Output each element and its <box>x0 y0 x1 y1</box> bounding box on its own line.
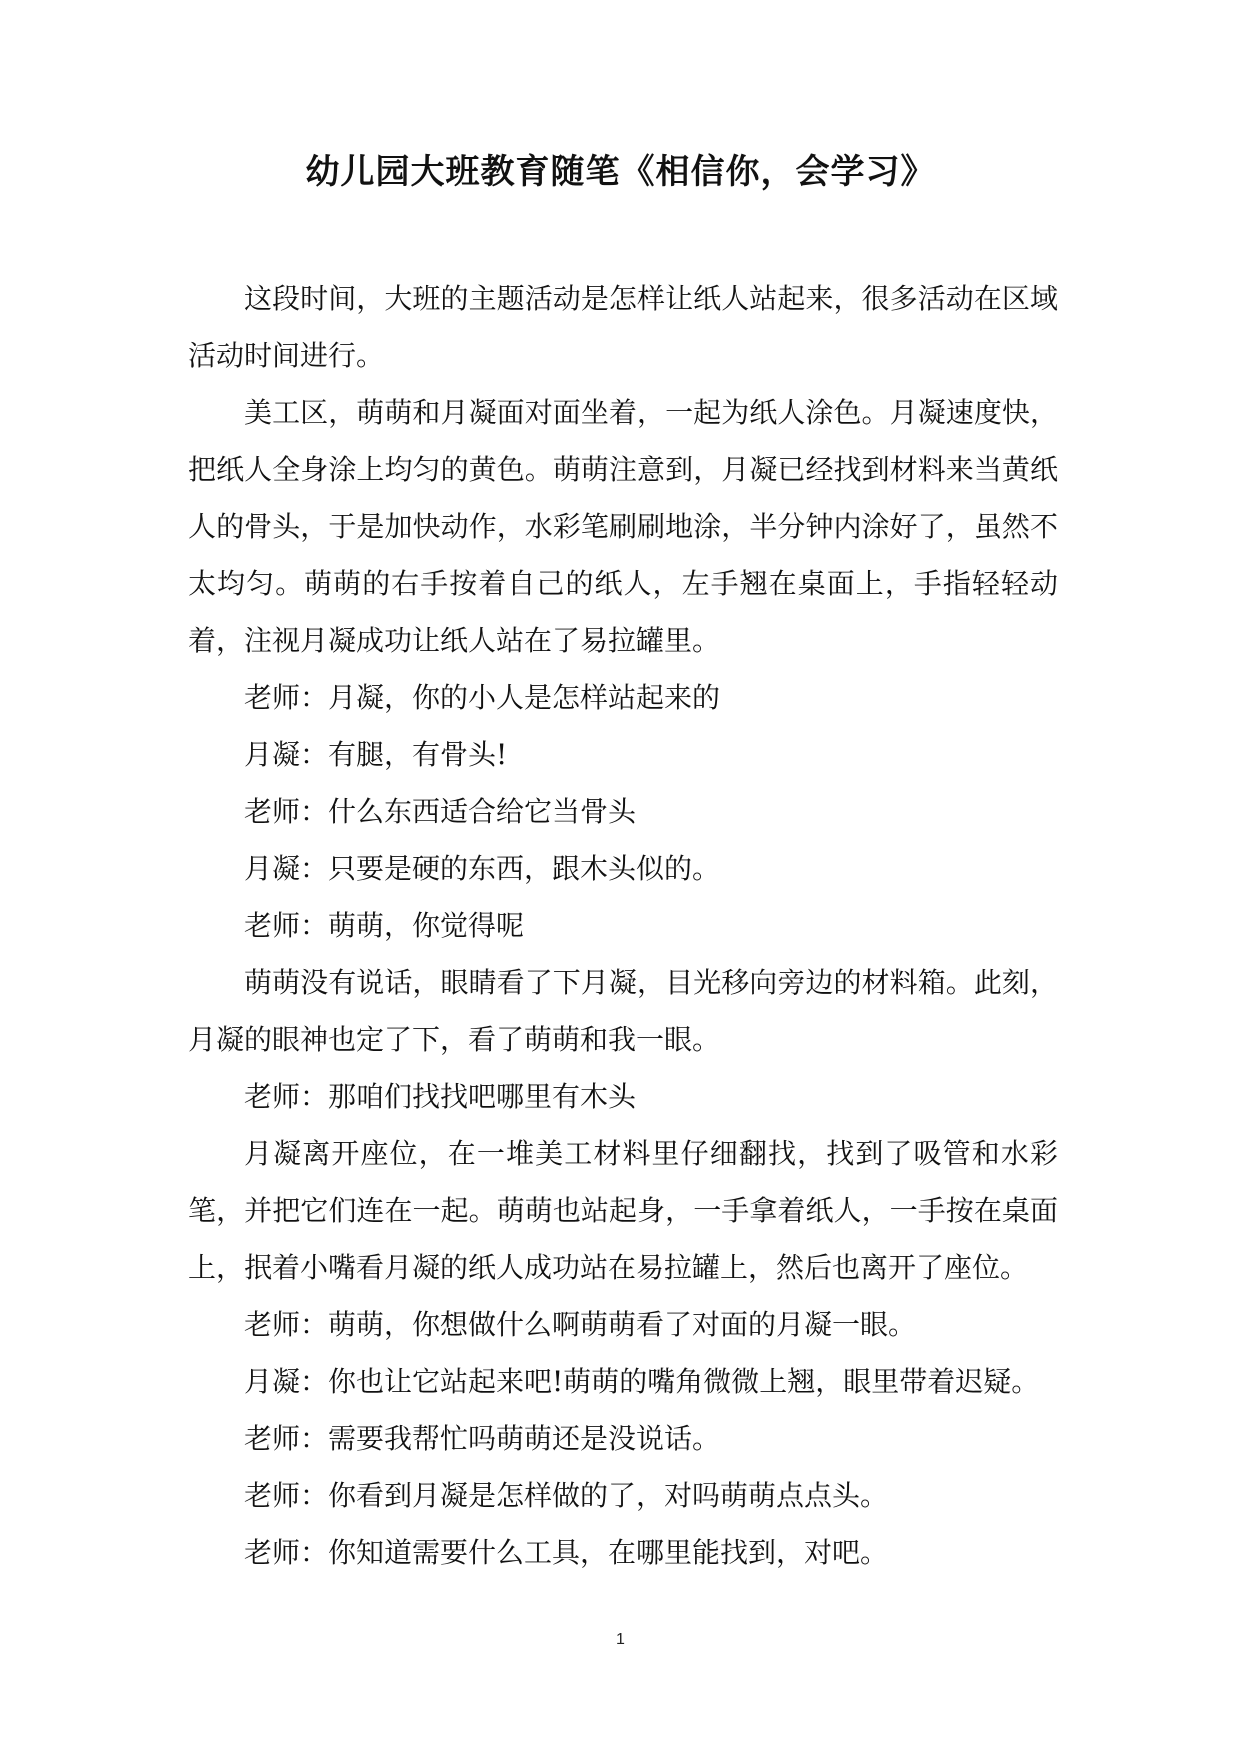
paragraph: 老师：你知道需要什么工具，在哪里能找到，对吧。 <box>244 1536 889 1569</box>
document-body <box>188 270 1058 1581</box>
paragraph: 萌萌没有说话，眼睛看了下月凝，目光移向旁边的材料箱。此刻，月凝的眼神也定了下，看了萌萌和我一眼。 <box>188 966 1058 1056</box>
page-number: 1 <box>616 1631 625 1648</box>
paragraph: 老师：月凝，你的小人是怎样站起来的 <box>244 681 721 714</box>
document-title: 幼儿园大班教育随笔《相信你，会学习》 <box>305 152 936 192</box>
paragraph: 老师：你看到月凝是怎样做的了，对吗萌萌点点头。 <box>244 1479 889 1512</box>
paragraph: 月凝离开座位，在一堆美工材料里仔细翻找，找到了吸管和水彩笔，并把它们连在一起。萌萌也站起身，一手拿着纸人，一手按在桌面上，抿着小嘴看月凝的纸人成功站在易拉罐上，然后也离开了座位。 <box>188 1137 1058 1284</box>
paragraph: 老师：萌萌，你想做什么啊萌萌看了对面的月凝一眼。 <box>244 1308 917 1341</box>
paragraph: 老师：那咱们找找吧哪里有木头 <box>244 1080 637 1113</box>
paragraph: 老师：什么东西适合给它当骨头 <box>244 795 637 828</box>
paragraph: 老师：需要我帮忙吗萌萌还是没说话。 <box>244 1422 721 1455</box>
paragraph: 美工区，萌萌和月凝面对面坐着，一起为纸人涂色。月凝速度快，把纸人全身涂上均匀的黄色。萌萌注意到，月凝已经找到材料来当黄纸人的骨头，于是加快动作，水彩笔刷刷地涂，半分钟内涂好了，虽然不太均匀。萌萌的右手按着自己的纸人，左手翘在桌面上，手指轻轻动着，注视月凝成功让纸人站在了易拉罐里。 <box>188 396 1058 657</box>
paragraph: 月凝：只要是硬的东西，跟木头似的。 <box>244 852 721 885</box>
paragraph: 月凝：有腿，有骨头! <box>244 738 508 771</box>
paragraph: 老师：萌萌，你觉得呢 <box>244 909 525 942</box>
paragraph: 月凝：你也让它站起来吧!萌萌的嘴角微微上翘，眼里带着迟疑。 <box>244 1365 1040 1398</box>
paragraph: 这段时间，大班的主题活动是怎样让纸人站起来，很多活动在区域活动时间进行。 <box>188 282 1058 372</box>
